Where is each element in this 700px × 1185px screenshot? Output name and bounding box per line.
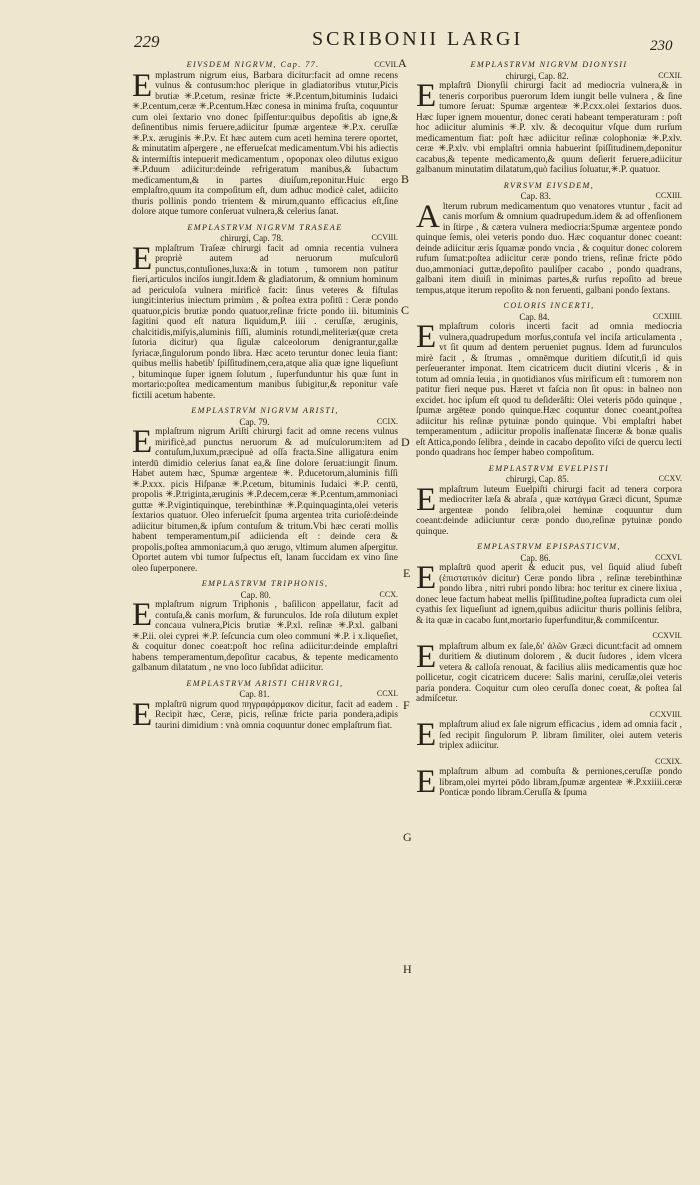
chapter-number: CCVII. xyxy=(374,60,398,69)
chapter-title xyxy=(416,60,682,71)
chapter-subtitle-text: Cap. 80. xyxy=(240,589,271,600)
chapter-title xyxy=(132,60,398,71)
chapter-number: CCX. xyxy=(379,589,398,599)
chapter-number-line xyxy=(416,631,682,642)
chapter-subtitle xyxy=(132,417,398,428)
chapter-title-text: EMPLASTRVM EPISPASTICVM, xyxy=(477,542,621,551)
chapter-subtitle-text: chirurgi, Cap. 82. xyxy=(505,70,569,81)
chapter-subtitle-text: Cap. 84. xyxy=(519,311,550,322)
chapter-text: Emplaſtrum luteum Euelpiſti chirurgi facit ad tenera corpora mediocriter læſa & abraſa , quæ κατάγμα Græci dicunt, Spumæ argenteæ pondo ſelibra,olei heminæ coquuntur dum coeant:deinde adiiciuntur ceræ pondo duo,reſinæ pytuinæ pondo quinque. xyxy=(416,481,682,537)
chapter-number: CCXIII. xyxy=(655,191,682,200)
chapter-text: Emplaſtrum Traſeæ chirurgi facit ad omnia recentia vulnera propriè autem ad neruorum muſculorū punctus,contuſiones,luxa:& in totum , tumorem non patitur fieri,articulos inciſos iungit.Idem & gladiatorum, & omnium hominum ad periculoſa vulnera mirificè facit: ſinus veteres & fiſtulas iungit:interius iniectum primùm , & poſtea extra poſitū : Ceræ pondo quatuor,picis brutiæ pondo quatuor,reſinæ fricte pondo iii. bituminis ſagitini quod eſt natura liquidum,P. iiii . ceruſſæ, æruginis, chalcitidis,miſyis,aluminis fiſſi, aluminis rotundi,meliteriæ(quæ creta ſutoria dicitur) qua ſigulæ calceolorum denigrantur,gallæ ſyriacæ,ſingulorum pondo libra. Hæc aceto teruntur donec leuia fiant: quibus mellis habetib' ſpiſſitudinem,cera,atque alia quæ igne liqueſiunt , bituminque ſuper ignem ſolutum , ſuperfunduntur his quæ ſunt in mortario:poſtea medicamentum manibus ſubigitur,& reponitur vaſe fictili acetum habente. xyxy=(132,240,398,401)
chapter-subtitle-text: Cap. 81. xyxy=(239,689,270,699)
chapter-section xyxy=(416,60,682,176)
chapter-section xyxy=(132,223,398,402)
left-page-number: 229 xyxy=(134,32,160,51)
chapter-text: Emplaſtrum nigrum Triphonis , baſilicon appellatur, facit ad contuſa,& canis morſum, & furunculos. Ide roſa dilutum explet concaua vulnera,Picis brutiæ ✳.P.xl. reſinæ ✳.P.xl. galbani ✳.P.ii. olei cyprei ✳.P. ſeſcuncia cum oleo communi ✳.P. i x.liqueſiet, & coquitur donec coeat:poſt hoc reſina adiicitur:deinde emplaſtri habens temperamentum,depoſitur cacabus, & tepente medicamento galbanum dilatatum , ne vno loco ſubſidat adiicitur. xyxy=(132,597,398,673)
chapter-title-text: EMPLASTRVM ARISTI CHIRVRGI, xyxy=(186,678,344,688)
margin-letter: B xyxy=(401,172,410,186)
chapter-number: CCXVI. xyxy=(655,552,682,562)
chapter-text: Emplaſtrū nigrum quod πηγραφάρμακον dicitur, facit ad eadem . Recipit hæc, Ceræ, picis, reſinæ fricte paria pondera,adipis taurini dimidium : vnà omnia coquuntur donec emplaſtrum fiat. xyxy=(132,696,398,733)
chapter-section xyxy=(416,301,682,459)
chapter-subtitle-text: Cap. 83. xyxy=(520,191,551,201)
chapter-number-line xyxy=(416,757,682,768)
chapter-text: Emplaſtrū Dionyſii chirurgi facit ad mediocria vulnera,& in teneris corporibus puerorum Idem iungit belle vulnera , & ſine tumore ſeruat: Spumæ argenteæ ✳.P.cxx.olei ſextarios duos. Hæc ſuper ignem mouentur, donec cerati habeant temperaturam : poſt hoc adiicitur aluminis ✳.P. xlv. & decoquitur vſque dum rurſum medicamentum fiat: poſt hæc adiicitur reſinæ colophoniæ ✳.P.xlv. ceræ ✳.P.xlv. vbi emplaſtri omnia habuerint ſpiſſitudinem,deponitur cacabus,& tepente medicamento,& quum deſierit feruere,adiicitur galbanum minutatim dilatatum,quò facilius ſoluatur,✳.P. quatuor. xyxy=(416,78,682,175)
margin-letter: C xyxy=(401,303,410,317)
chapter-number: CCXVII. xyxy=(652,631,682,640)
margin-letter: H xyxy=(403,962,412,976)
chapter-section xyxy=(416,464,682,538)
chapter-subtitle xyxy=(132,689,398,700)
chapter-number: CCXVIII. xyxy=(649,709,682,719)
chapter-section xyxy=(416,631,682,705)
chapter-number: CCXIX. xyxy=(655,756,682,766)
chapter-title xyxy=(132,679,398,690)
chapter-subtitle xyxy=(132,590,398,601)
margin-letter: E xyxy=(403,566,411,580)
chapter-subtitle xyxy=(416,553,682,564)
chapter-text: Emplaſtrum coloris incerti facit ad omnia mediocria vulnera,quadrupedum morſus,contuſa vel inciſa articulamenta , vt ſit quum ad dentem perueniet pugnus. Idem ad furunculos mirè facit , & ſtrumas , omnēmque duritiem diſcutit,ſi id quis perſeueranter imponat. Item cicatricem ducit diutini vlceris , & in totum ad omnia leuia , in quotidianos vſus mirificum eſt : tumorem non patitur fieri neque pus. Hæret vt faſcia non ſit opus: in balneo non excidet. hoc ipſum eſt quod tu deſiderâſti: Olei veteris pōdo quinque , ſpumæ argēteæ pondo quinque.Hæc coquntur donec coeant,poſtea adiicitur his reſinæ pytuinæ pondo quinque. Vbi emplaſtri habet temperamentum , adiicitur propolis inaſſenatæ ſinceræ & bonæ qualis eſt Attica,pondo ſelibra , deinde in cacabo depoſito viſci de quercu lecti pondo quadrans hoc ſemper habeo compoſitum. xyxy=(416,319,682,458)
chapter-text: Emplaſtrum album ex ſale,δι' ἀλῶν Græci dicunt:facit ad omnem duritiem & diutinum dolorem , & ducit ſudores , idem vlcera vetera & calloſa renouat, & facilius aliis medicamentis quæ hoc pollicetur, cogit cicatricem ducere: Salis marini, ceruſſæ,olei veteris paria pondera. Coquitur cum oleo ceruſſa donec coeat, & poſtea ſal admiſcetur. xyxy=(416,638,682,704)
chapter-section xyxy=(416,542,682,626)
chapter-subtitle xyxy=(416,71,682,82)
chapter-subtitle-text: chirurgi, Cap. 85. xyxy=(505,474,569,484)
chapter-title xyxy=(416,181,682,192)
running-head: SCRIBONII LARGI xyxy=(312,28,524,50)
chapter-title-text: EMPLASTRVM EVELPISTI xyxy=(488,463,610,473)
chapter-title-text: COLORIS INCERTI, xyxy=(503,301,595,310)
chapter-subtitle-text: Cap. 86. xyxy=(520,552,551,563)
chapter-title xyxy=(416,464,682,475)
chapter-number: CCVIII. xyxy=(371,233,398,242)
chapter-title-text: EIVSDEM NIGRVM, Cap. 77. xyxy=(186,60,320,69)
chapter-subtitle xyxy=(416,474,682,485)
left-column xyxy=(132,60,398,736)
chapter-section xyxy=(416,181,682,297)
margin-letter: D xyxy=(401,435,410,449)
chapter-subtitle-text: Cap. 79. xyxy=(239,416,270,427)
chapter-title xyxy=(132,223,398,234)
chapter-number: CCXI. xyxy=(376,689,398,698)
chapter-number: CCXV. xyxy=(658,474,682,483)
chapter-title-text: RVRSVM EIVSDEM, xyxy=(503,180,595,190)
chapter-section xyxy=(132,406,398,574)
chapter-section xyxy=(416,710,682,752)
chapter-title-text: EMPLASTRVM NIGRVM DIONYSII xyxy=(470,60,628,69)
chapter-section xyxy=(132,679,398,732)
chapter-subtitle-text: chirurgi, Cap. 78. xyxy=(220,233,284,243)
chapter-title xyxy=(416,301,682,312)
chapter-number: CCXIIII. xyxy=(652,311,682,321)
chapter-text: Emplaſtrum album ad combuſta & perniones,ceruſſæ pondo libram,olei myrtei pōdo libram,ſpumæ argenteæ ✳.P.xxiiii.ceræ Ponticæ pondo libram.Ceruſſa & ſpuma xyxy=(416,764,682,800)
chapter-title-text: EMPLASTRVM TRIPHONIS, xyxy=(201,579,329,588)
chapter-number-line xyxy=(416,710,682,721)
chapter-title xyxy=(416,542,682,553)
chapter-title xyxy=(132,406,398,417)
right-page-number: 230 xyxy=(650,38,673,54)
margin-letter: G xyxy=(403,830,412,844)
chapter-title-text: EMPLASTRVM NIGRVM TRASEAE xyxy=(187,222,343,232)
chapter-text: Emplaſtrum aliud ex ſale nigrum efficacius , idem ad omnia facit , ſed recipit ſingulorum P. libram ſimiliter, olei autem veteris triplex adiicitur. xyxy=(416,717,682,753)
margin-letter: F xyxy=(403,698,410,712)
chapter-subtitle xyxy=(416,191,682,202)
chapter-number: CCIX. xyxy=(376,416,398,426)
chapter-section xyxy=(132,60,398,218)
chapter-title-text: EMPLASTRVM NIGRVM ARISTI, xyxy=(191,406,339,415)
chapter-number: CCXII. xyxy=(658,70,682,80)
chapter-subtitle xyxy=(132,233,398,244)
chapter-text: Alterum rubrum medicamentum quo venatores vtuntur , facit ad canis morſum & omnium quadrupedum.idem & ad offenſionem in ſtirpe , & cætera vulnera mediocria:Spumæ argenteæ pondo quinque ſemis, olei veteris pondo duo. Hæc coquantur donec coeant: deinde adiicitur æris ſquamæ pondo vncia , & coquitur donec colorem rufum ſumat:poſtea adiicitur ceræ pondo triens, reſinæ fricte pōdo duo,ammoniaci guttæ,depoſito pauliſper cacabo , pondo quadrans, galbani item diuiſi in minimas partes,& rurſus repoſito ad breue tempus,atque iterum repoſito & non feruenti, galbani pondo ſextans. xyxy=(416,198,682,296)
chapter-text: Emplaſtrū quod aperit & educit pus, vel ſiquid aliud ſubeſt (ἐπιστατικόν dicitur) Ceræ pondo libra , reſinæ terebinthinæ pondo libra , nitri rubri pondo libra: hoc teritur ex cinere lixiua , donec leue factum habeat mellis ſpiſſitudine,poſtea ſupradicta cum olei cyathis ſex liqueſiunt ad ignem,quibus adiicitur thuris pollinis ſelibra, & ita quæ in cacabo ſunt,mortario ſuperfunditur,& commiſcentur. xyxy=(416,560,682,626)
chapter-subtitle xyxy=(416,312,682,323)
chapter-section xyxy=(132,579,398,674)
right-column xyxy=(416,60,682,804)
chapter-text: Emplaſtrum nigrum Ariſti chirurgi facit ad omne recens vulnus mirificè,ad punctus neruorum & ad muſculorum:item ad contuſum,luxum,præcipuè ad oſſa fracta.Sine alligatura enim interdū dimidio celerius ſanat ea,& ſine dolore ſeruat:iungit ſinum. Habet autem hæc, Spumæ argenteæ ✳. P.ducetorum,aluminis fiſſi ✳.P.xxx. picis Hiſpanæ ✳.P.cetum, bituminis Iudaici ✳.P. centū, propolis ✳.P.triginta,æruginis ✳.P.decem,ceræ ✳.P.centum,ammoniaci guttæ ✳.P.vigintiquinque, terebinthinæ ✳.P.quinquaginta,olei veteris ſextarios quatuor. Oleo inferueſcit ſpuma argentea trita curioſè:deinde adiicitur bitumen,& ipſum contuſum & tritum.Vbi hæc cerati mollis habent temperamentum,piſ adiicienda eſt : deinde cera & propolis,poſtea ammoniacum,à quo ærugo, vltimum alumen aſpergitur. Oportet autem vbi tumor ſuſpectus eſt, lanam ſuccidam ex vino ſine oleo ſuperponere. xyxy=(132,424,398,574)
margin-letter: A xyxy=(398,56,407,70)
chapter-section xyxy=(416,757,682,799)
chapter-text: Emplastrum nigrum eius, Barbara dicitur:facit ad omne recens vulnus & contusum:hoc plerique in gladiatoribus vtutur,Picis brutiæ ✳.P.cetum, resinæ fricte ✳.P.centum,bituminis Iudaici ✳.P.centum,ceræ ✳.P.centum.Hæc conesa in minima fruſta, coquuntur cum olei ſextario vno donec ſpiſſentur:quibus depoſitis ab igne,& deſinentibus nimis feruere,adiicitur ſpumæ argenteæ ✳.P.x. ceruſſæ ✳.P.x. æruginis ✳.P.v. Et hæc autem cum aceti hemina terere oportet, & minutatim aſpergere , ne efferueſcat medicamentum.Vbi his adiectis & intermiſtis intepuerit medicamentum , opoponax oleo dilutus exiguo ✳.P.duum adiicitur:deinde refrigeratum manibus,& ſubactum medicamentum,& in partes diuiſum,reponitur.Huic ergo emplaſtro,quum ita compoſitum eſt, dum adhuc modicè calet, adiicito thuris pollinis pondo trientem & mirum,quanto efficacius eſt,ſine dolore atque tumore conſeruat vulnera,& celerius ſanat. xyxy=(132,67,398,217)
chapter-title xyxy=(132,579,398,590)
